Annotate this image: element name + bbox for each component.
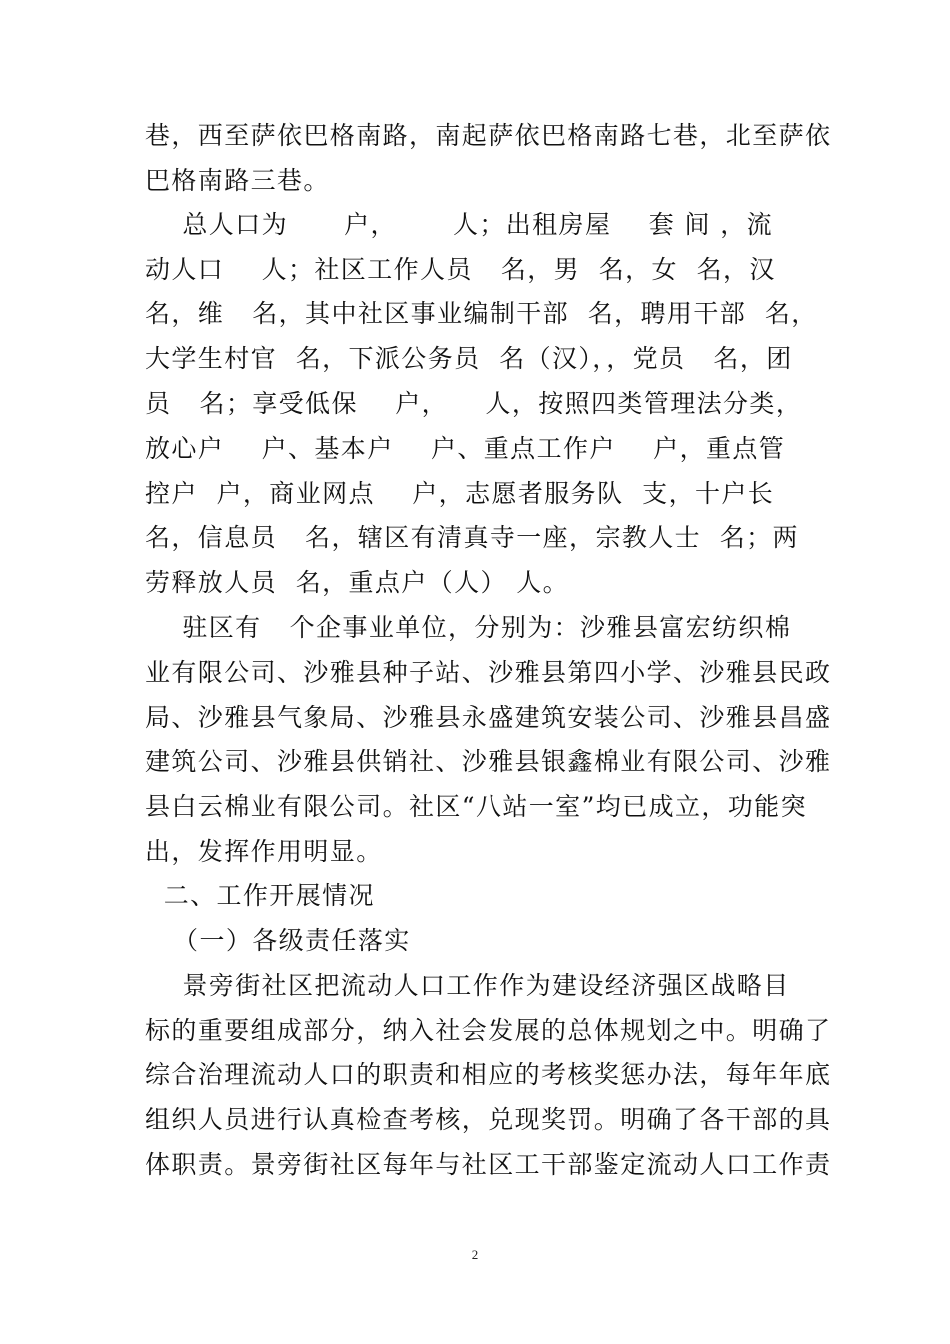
text-line: 名，信息员 名，辖区有清真寺一座，宗教人士 名；两 (145, 523, 799, 552)
text-line: 放心户 户、基本户 户、重点工作户 户，重点管 (145, 434, 786, 463)
text-line: 综合治理流动人口的职责和相应的考核奖惩办法，每年年底 (145, 1060, 832, 1089)
text-line: 员 名；享受低保 户， 人，按照四类管理法分类， (145, 389, 803, 418)
text-line: 动人口 人；社区工作人员 名，男 名，女 名，汉 (145, 255, 776, 284)
text-line: 出，发挥作用明显。 (145, 837, 383, 866)
text-line: 劳释放人员 名，重点户（人） 人。 (145, 568, 570, 597)
text-line: 巴格南路三巷。 (145, 166, 330, 195)
text-line: 组织人员进行认真检查考核，兑现奖罚。明确了各干部的具 (145, 1105, 832, 1134)
text-line: 县白云棉业有限公司。社区“八站一室”均已成立，功能突 (145, 792, 807, 821)
text-line: 局、沙雅县气象局、沙雅县永盛建筑安装公司、沙雅县昌盛 (145, 703, 832, 732)
subsection-heading: （一）各级责任落实 (145, 926, 411, 955)
text-line: 建筑公司、沙雅县供销社、沙雅县银鑫棉业有限公司、沙雅 (145, 747, 832, 776)
text-line: 总人口为 户， 人；出租房屋 套 间 ，流 (145, 210, 774, 239)
text-line: 标的重要组成部分，纳入社会发展的总体规划之中。明确了 (145, 1016, 832, 1045)
text-line: 名，维 名，其中社区事业编制干部 名，聘用干部 名， (145, 299, 818, 328)
text-line: 控户 户，商业网点 户，志愿者服务队 支，十户长 (145, 479, 775, 508)
text-line: 体职责。景旁街社区每年与社区工干部鉴定流动人口工作责 (145, 1150, 832, 1179)
text-line: 景旁街社区把流动人口工作作为建设经济强区战略目 (145, 971, 790, 1000)
section-heading: 二、工作开展情况 (145, 881, 375, 910)
text-line: 巷，西至萨依巴格南路，南起萨依巴格南路七巷，北至萨依 (145, 121, 832, 150)
text-line: 驻区有 个企事业单位，分别为：沙雅县富宏纺织棉 (145, 613, 792, 642)
text-line: 业有限公司、沙雅县种子站、沙雅县第四小学、沙雅县民政 (145, 658, 832, 687)
text-line: 大学生村官 名，下派公务员 名（汉），，党员 名，团 (145, 344, 793, 373)
page-number: 2 (471, 1247, 479, 1262)
